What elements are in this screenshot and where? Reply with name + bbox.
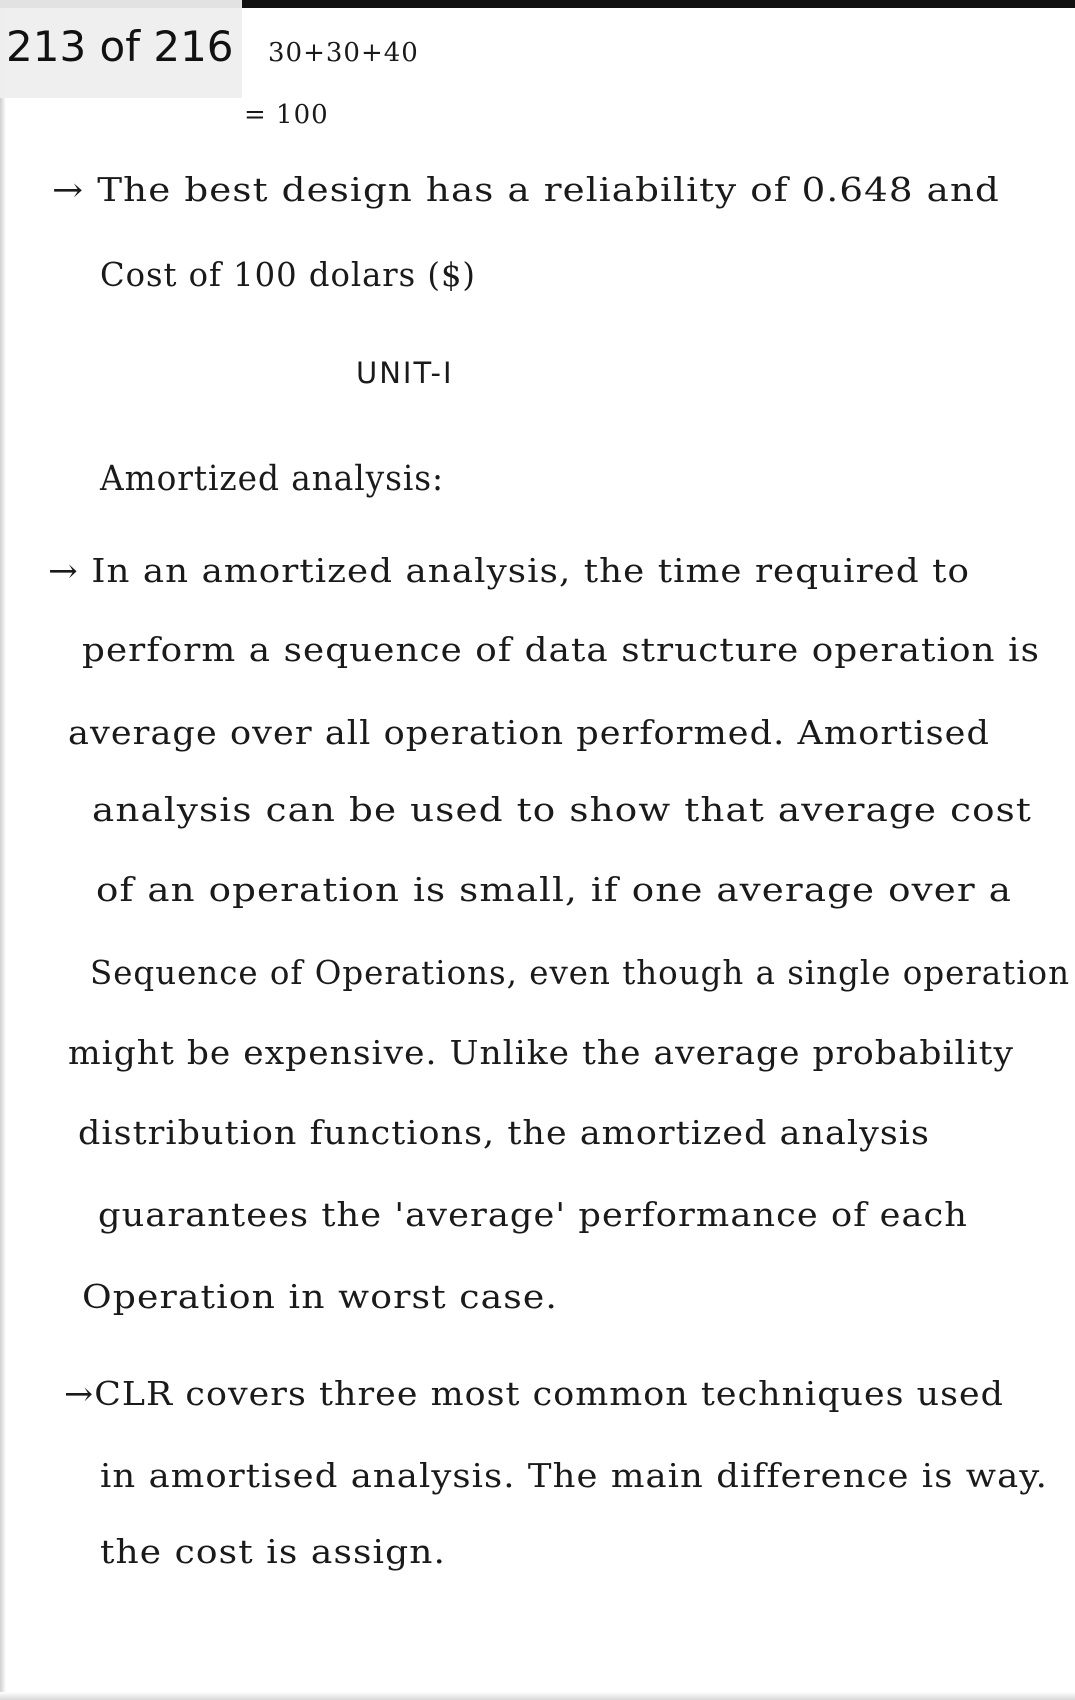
best-design-text-2: Cost of 100 dolars ($) [100, 255, 476, 294]
paragraph-2-text-1: →CLR covers three most common techniques used [64, 1374, 1004, 1413]
paragraph-1-line-10 [82, 1277, 558, 1316]
paragraph-1-text-1: → In an amortized analysis, the time required to [48, 551, 970, 590]
paragraph-1-line-8 [78, 1113, 931, 1152]
paragraph-1-line-9 [98, 1195, 968, 1234]
paragraph-1-text-2: perform a sequence of data structure operation is [82, 630, 1040, 669]
paragraph-1-text-7: might be expensive. Unlike the average probability [68, 1033, 1015, 1072]
best-design-line-2 [100, 255, 485, 294]
page-left-shadow [0, 0, 6, 1700]
paragraph-1-text-10: Operation in worst case. [82, 1277, 558, 1316]
page-counter: 213 of 216 [0, 0, 242, 98]
paragraph-1-line-2 [82, 630, 1040, 669]
paragraph-1-text-3: average over all operation performed. Amortised [68, 713, 991, 752]
unit-heading: UNIT-I [356, 356, 454, 390]
paragraph-1-text-5: of an operation is small, if one average over a [96, 870, 1012, 909]
sum-expression: 30+30+40 [268, 38, 419, 68]
paragraph-2-line-3 [100, 1532, 446, 1571]
paragraph-1-line-7 [68, 1033, 1015, 1072]
paragraph-1-line-5 [96, 870, 1012, 909]
paragraph-1-line-4 [92, 790, 1032, 829]
paragraph-1-line-6 [90, 953, 1075, 992]
page-bottom-shadow [0, 1692, 1075, 1700]
paragraph-1-line-3 [68, 713, 991, 752]
paragraph-2-line-1 [64, 1374, 1004, 1413]
paragraph-2-text-3: the cost is assign. [100, 1532, 446, 1571]
sum-result: = 100 [244, 100, 329, 130]
best-design-line-1 [52, 170, 1000, 209]
paragraph-1-text-4: analysis can be used to show that average cost [92, 790, 1032, 829]
paragraph-1-text-8: distribution functions, the amortized analysis [78, 1113, 931, 1152]
paragraph-1-line-1 [48, 551, 970, 590]
section-title-text: Amortized analysis: [100, 459, 444, 499]
section-title [100, 459, 467, 499]
best-design-text-1: → The best design has a reliability of 0.648 and [52, 170, 1000, 209]
paragraph-1-text-9: guarantees the 'average' performance of each [98, 1195, 968, 1234]
paragraph-1-text-6: Sequence of Operations, even though a single operation [90, 953, 1070, 992]
paragraph-2-line-2 [100, 1456, 1048, 1495]
paragraph-2-text-2: in amortised analysis. The main difference is way. [100, 1456, 1048, 1495]
